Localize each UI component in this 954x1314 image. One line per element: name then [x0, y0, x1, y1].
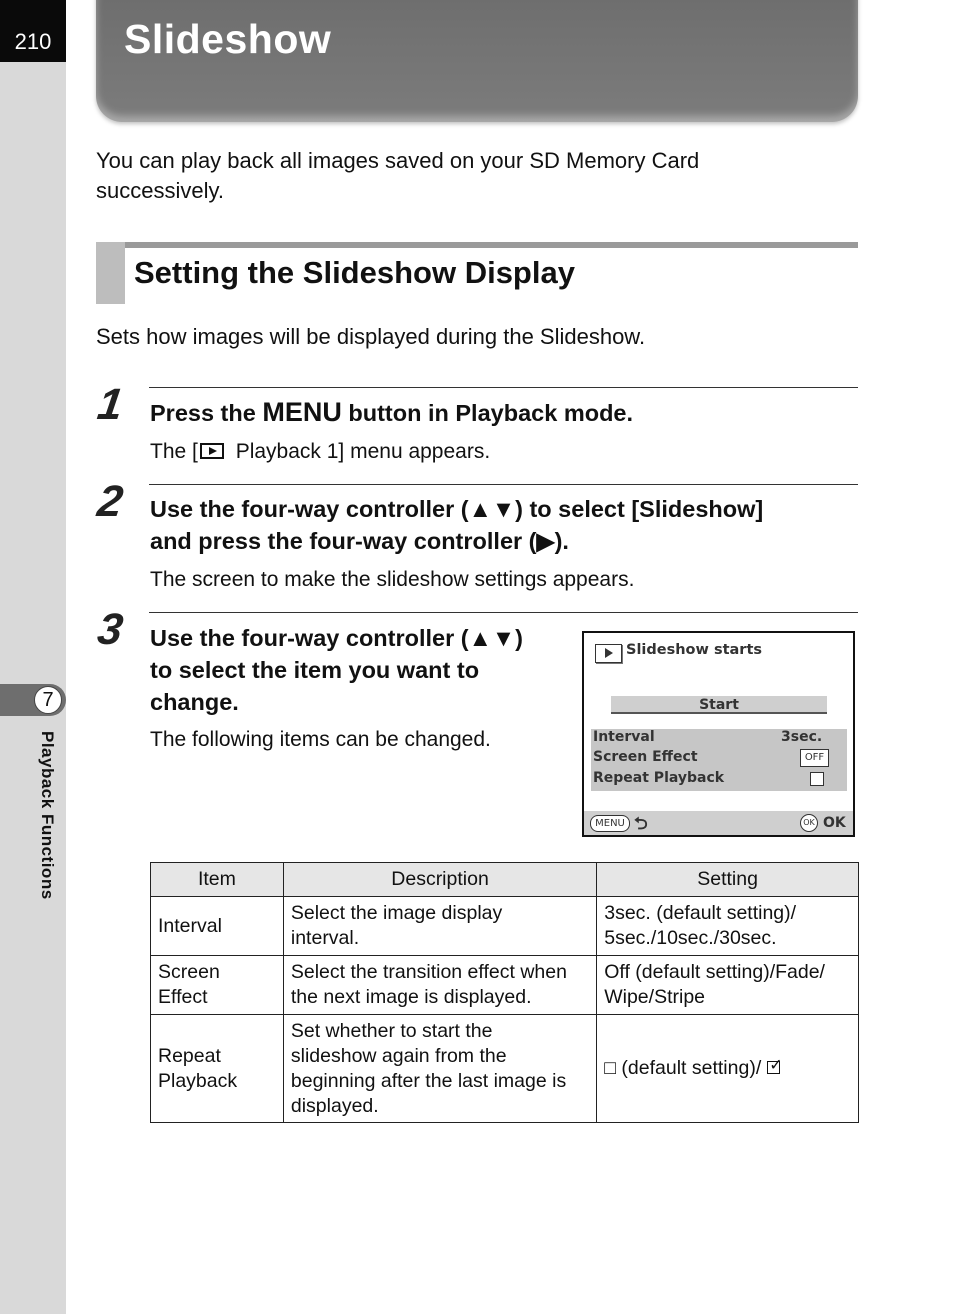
item-cell: [151, 897, 284, 956]
step-number: 2: [94, 477, 126, 526]
step-body-text: The [: [150, 440, 198, 463]
step-body: The screen to make the slideshow settings appears.: [150, 568, 635, 591]
step-divider: [149, 387, 858, 388]
chapter-label: Playback Functions: [38, 731, 57, 900]
item-cell: [151, 1015, 284, 1123]
menu-button-label: MENU: [262, 397, 342, 427]
step-body: The following items can be changed.: [150, 728, 491, 751]
cell-line: displayed.: [290, 1094, 379, 1117]
start-button[interactable]: Start: [611, 696, 827, 714]
cell-line: 3sec. (default setting)/: [604, 902, 797, 924]
section-marker: [96, 242, 125, 304]
back-arrow-icon: ⮌: [634, 814, 648, 834]
column-header: Item: [151, 863, 284, 897]
cell-line: beginning after the last image is: [290, 1069, 567, 1092]
section-rule: [96, 242, 858, 248]
ok-label: OK: [823, 815, 846, 831]
settings-panel: [591, 729, 847, 791]
step-heading-line: change.: [150, 689, 239, 715]
cell-line: Interval: [158, 914, 222, 937]
table-row: [151, 1015, 859, 1123]
setting-cell: [597, 956, 859, 1015]
screen-title: Slideshow starts: [626, 642, 763, 658]
cell-line: Screen: [158, 961, 220, 983]
setting-cell: [597, 897, 859, 956]
column-header: Setting: [597, 863, 859, 897]
cell-line: Set whether to start the: [290, 1019, 493, 1042]
intro-text: You can play back all images saved on your SD Memory Card successively.: [96, 148, 700, 203]
step-heading-text: button in Playback mode.: [341, 400, 634, 426]
repeat-playback-checkbox[interactable]: [810, 772, 824, 786]
step-number: 3: [94, 605, 126, 654]
setting-interval-label[interactable]: Interval: [593, 729, 655, 745]
step-heading-line: Use the four-way controller (▲▼) to select [Slideshow]: [150, 496, 764, 522]
step-divider: [149, 612, 858, 613]
step-heading: [150, 396, 633, 429]
cell-line: Repeat: [158, 1044, 221, 1067]
chapter-number: 7: [34, 686, 62, 714]
step-heading-text: Press the: [150, 400, 263, 426]
cell-line: 5sec./10sec./30sec.: [604, 927, 777, 949]
step-body-text: Playback 1] menu appears.: [229, 440, 491, 463]
column-header: Description: [283, 863, 596, 897]
cell-line: interval.: [290, 927, 360, 949]
menu-button-icon[interactable]: MENU: [590, 815, 630, 832]
chapter-sidebar: [0, 0, 66, 1314]
cell-line: the next image is displayed.: [290, 986, 532, 1008]
setting-screen-effect-label[interactable]: Screen Effect: [593, 749, 698, 765]
description-cell: [283, 1015, 596, 1123]
step-divider: [149, 484, 858, 485]
step-heading-line: and press the four-way controller (▶).: [150, 528, 569, 554]
section-description: Sets how images will be displayed during the Slideshow.: [96, 324, 646, 349]
cell-line: □ (default setting)/: [604, 1057, 762, 1079]
ok-button-icon[interactable]: OK: [800, 814, 818, 832]
playback-icon: [595, 644, 622, 663]
setting-interval-value: 3sec.: [781, 729, 823, 745]
cell-line: Wipe/Stripe: [604, 986, 706, 1008]
cell-line: Select the transition effect when: [290, 961, 567, 983]
cell-line: Effect: [158, 986, 208, 1008]
step-heading-line: Use the four-way controller (▲▼): [150, 625, 523, 651]
screen-footer: [584, 811, 853, 835]
cell-line: Playback: [158, 1069, 238, 1092]
cell-line: Select the image display: [290, 902, 503, 924]
description-cell: [283, 956, 596, 1015]
camera-screen: [582, 631, 855, 837]
step-number: 1: [94, 380, 126, 429]
screen-effect-off-icon: OFF: [800, 749, 829, 767]
setting-repeat-playback-label[interactable]: Repeat Playback: [593, 770, 725, 786]
table-row: [151, 897, 859, 956]
step-heading-line: to select the item you want to: [150, 657, 480, 683]
setting-cell: [597, 1015, 859, 1123]
cell-line: slideshow again from the: [290, 1044, 507, 1067]
settings-table: [150, 862, 859, 1123]
cell-line: Off (default setting)/Fade/: [604, 961, 825, 983]
item-cell: [151, 956, 284, 1015]
section-title: Setting the Slideshow Display: [134, 255, 575, 290]
step-body: [150, 440, 490, 464]
description-cell: [283, 897, 596, 956]
page-number: 210: [0, 0, 66, 62]
table-header-row: [151, 863, 859, 897]
step-heading: [150, 493, 763, 557]
playback-icon: [200, 443, 224, 459]
table-row: [151, 956, 859, 1015]
checked-box-icon: [767, 1061, 780, 1074]
step-heading: [150, 622, 523, 718]
page-title: Slideshow: [124, 16, 332, 62]
